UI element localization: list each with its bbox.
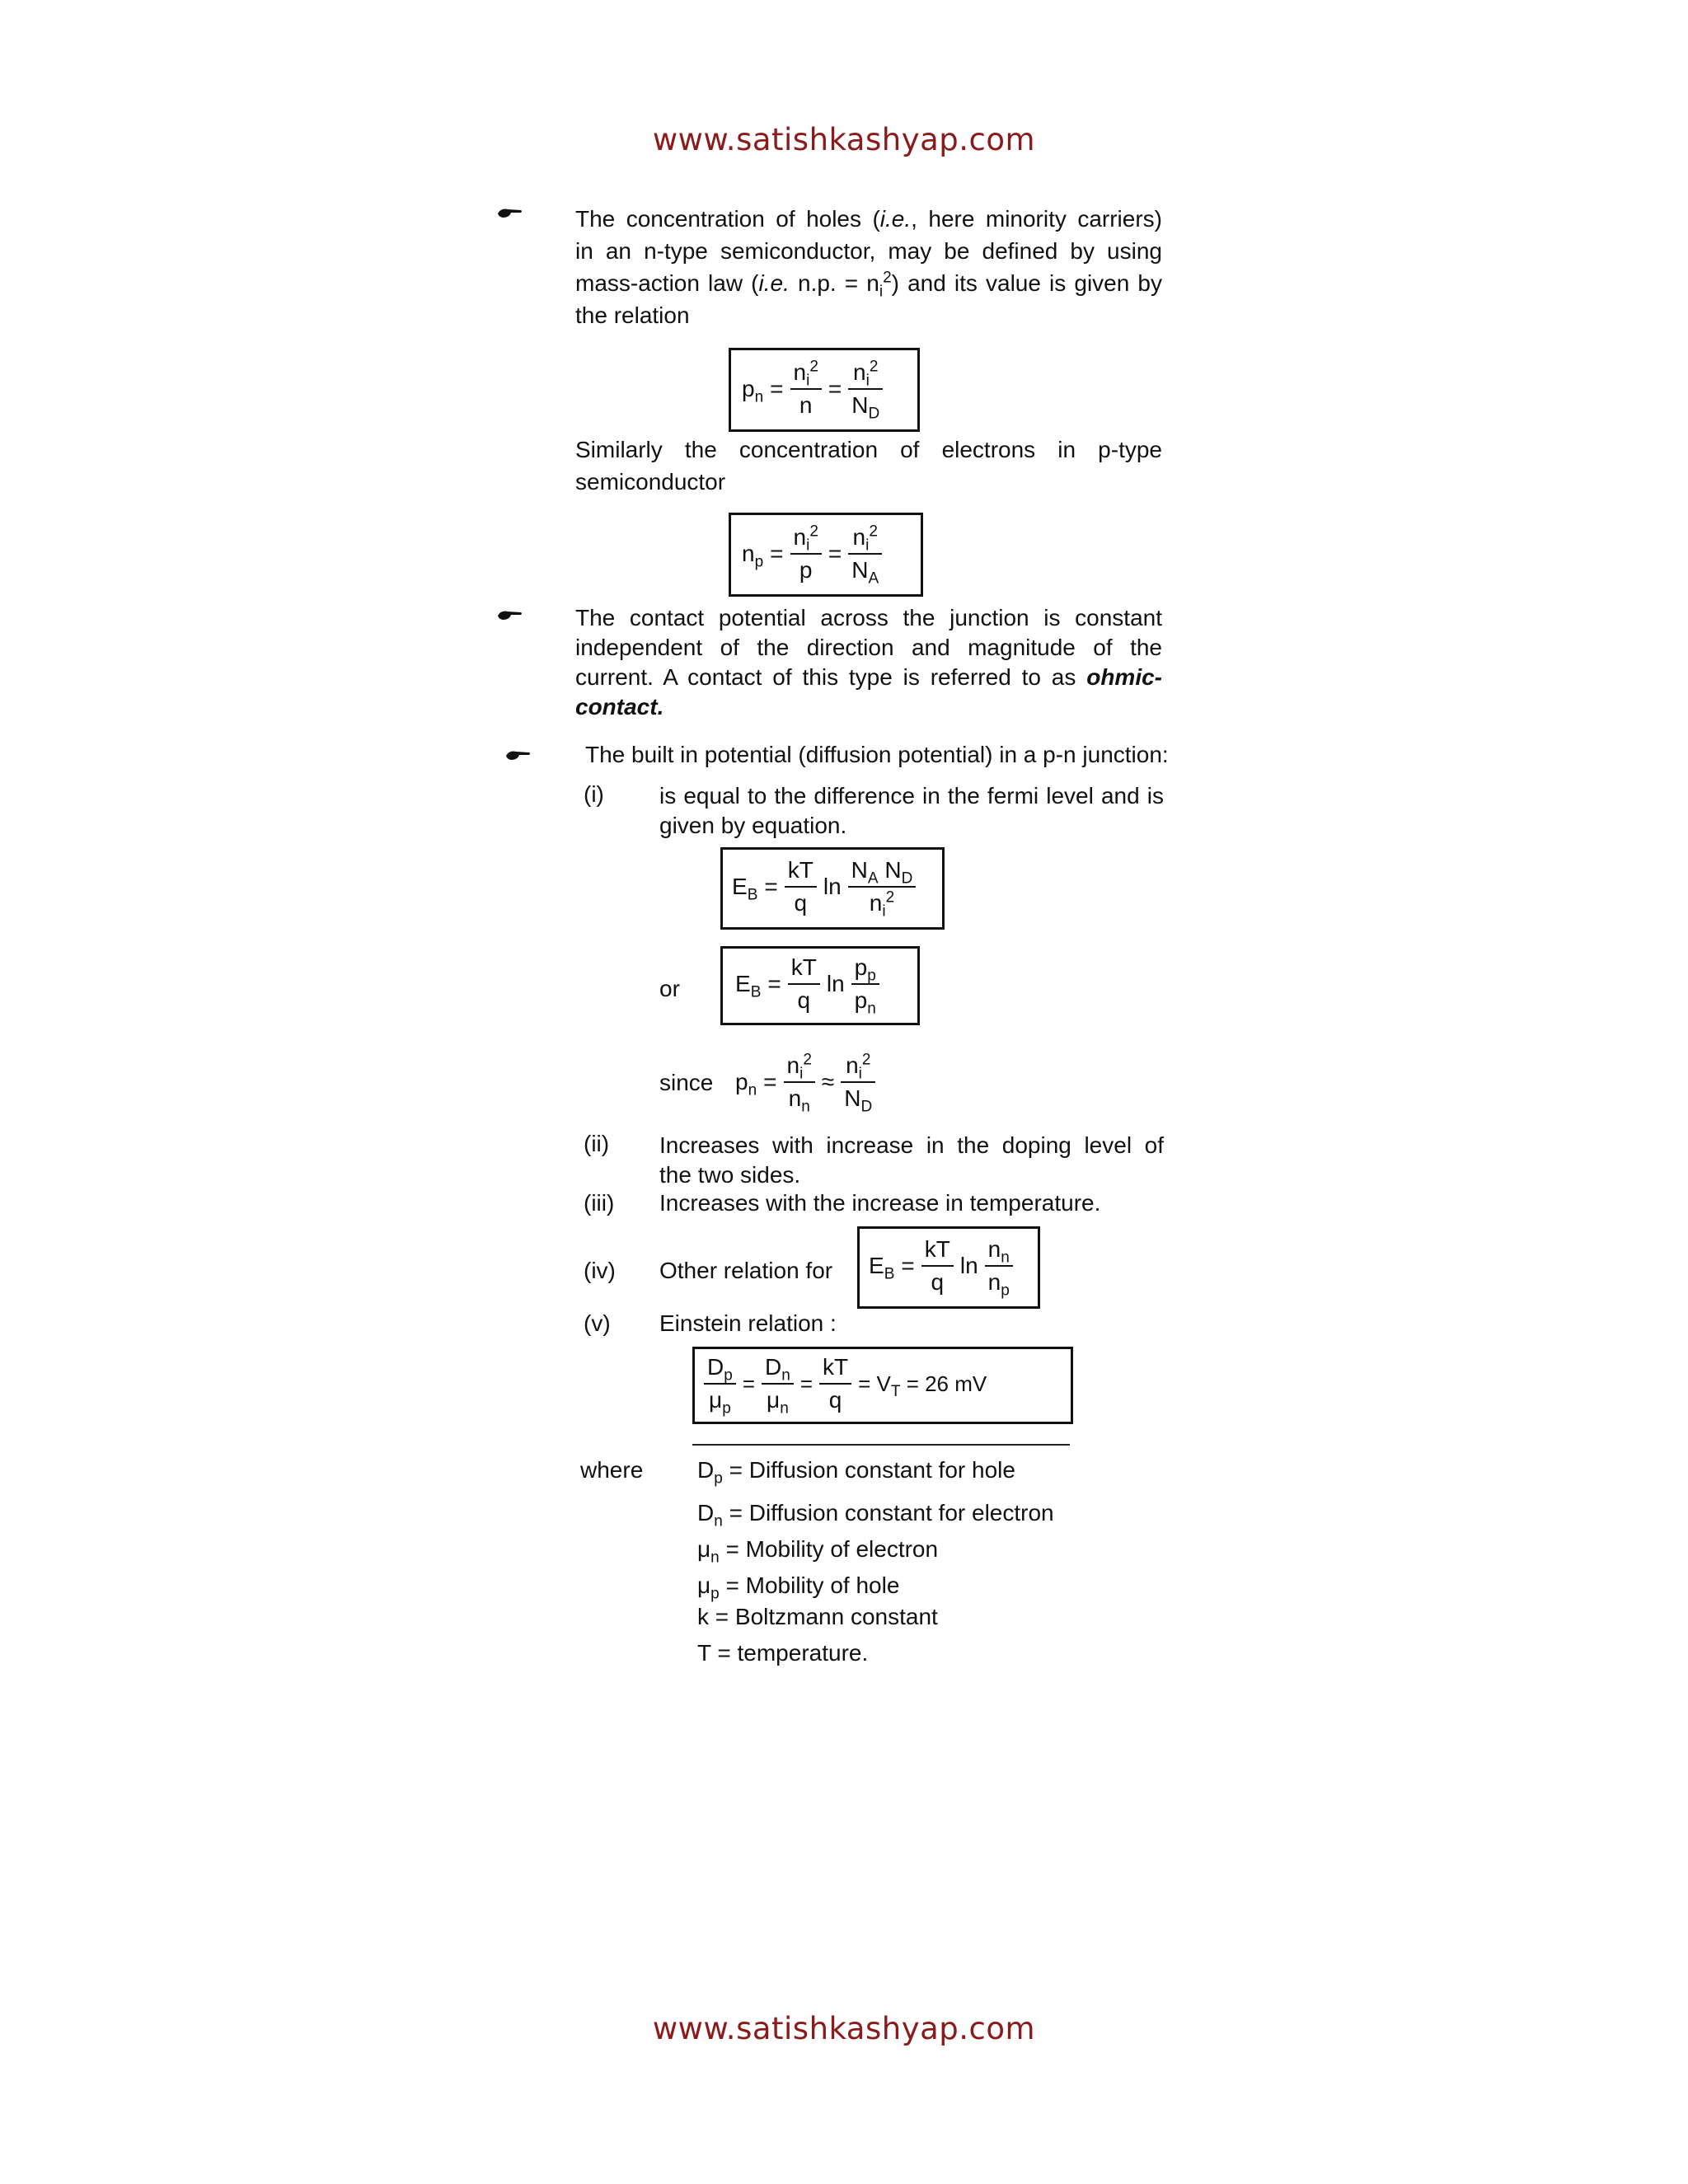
equation-np: $n_p$ = $\frac{n_i^2}{p}$ = $\frac{n_i^2}{N_A}$ <box>738 518 885 590</box>
definition-mun: $\mu_n$ = Mobility of electron <box>697 1536 939 1567</box>
item-text: Increases with the increase in temperature. <box>659 1190 1101 1216</box>
equation-eb-3: $E_B$ = $\frac{kT}{q}$ ln $\frac{n_n}{n_p}$ <box>865 1230 1016 1302</box>
item-number: (i) <box>584 781 604 807</box>
item-number: (v) <box>584 1310 611 1336</box>
item-text: is equal to the difference in the fermi level and is given by equation. <box>659 783 1164 838</box>
item-text: Increases with increase in the doping level of the two sides. <box>659 1132 1164 1188</box>
paragraph-built-in-potential: The built in potential (diffusion potential) in a p-n junction: <box>585 742 1169 767</box>
paragraph-minority-holes: The concentration of holes (i.e., here minority carriers) in an n-type semiconductor, may be defined by using mass-action law (i.e. n.p. = $n_i^2$) and its value is given by the relation <box>575 206 1163 328</box>
item-text: Other relation for <box>659 1258 833 1283</box>
item-number: (iv) <box>584 1258 616 1283</box>
definition-t: T = temperature. <box>697 1640 869 1666</box>
or-label: or <box>659 976 680 1001</box>
equation-eb-1: $E_B$ = $\frac{kT}{q}$ ln $\frac{N_A N_D}{n_i^2}$ <box>729 851 919 923</box>
paragraph-contact-potential: The contact potential across the junction is constant independent of the direction and magnitude of the current. A contact of this type is referred to as ohmic- contact. <box>575 605 1162 719</box>
divider-line <box>692 1444 1070 1446</box>
definition-k: k = Boltzmann constant <box>697 1604 938 1629</box>
item-text: Einstein relation : <box>659 1310 837 1336</box>
paragraph-electrons-ptype: Similarly the concentration of electrons in p-type semiconductor <box>575 437 1162 494</box>
equation-pn: $p_n$ = $\frac{n_i^2}{n}$ = $\frac{n_i^2}{N_D}$ <box>738 353 886 425</box>
equation-pn-since: $p_n$ = $\frac{n_i^2}{n_n}$ ≈ $\frac{n_i^2}{N_D}$ <box>732 1045 879 1119</box>
equation-eb-2: $E_B$ = $\frac{kT}{q}$ ln $\frac{p_p}{p_n}$ <box>732 949 883 1019</box>
footer-url[interactable]: www.satishkashyap.com <box>652 2011 1036 2046</box>
pointing-hand-icon <box>498 208 523 219</box>
pointing-hand-icon <box>498 610 523 621</box>
header-url[interactable]: www.satishkashyap.com <box>652 122 1036 157</box>
where-label: where <box>580 1457 644 1483</box>
definition-dp: $D_p$ = Diffusion constant for hole <box>697 1457 1015 1488</box>
pointing-hand-icon <box>506 750 531 762</box>
since-label: since <box>659 1070 714 1095</box>
item-number: (iii) <box>584 1190 615 1216</box>
equation-einstein: $\frac{D_p}{\mu_p}$ = $\frac{D_n}{\mu_n}$ = $\frac{kT}{q}$ = $V_T = 26$ mV <box>701 1350 990 1418</box>
definition-dn: $D_n$ = Diffusion constant for electron <box>697 1500 1054 1530</box>
item-number: (ii) <box>584 1131 610 1156</box>
definition-mup: $\mu_p$ = Mobility of hole <box>697 1572 900 1603</box>
